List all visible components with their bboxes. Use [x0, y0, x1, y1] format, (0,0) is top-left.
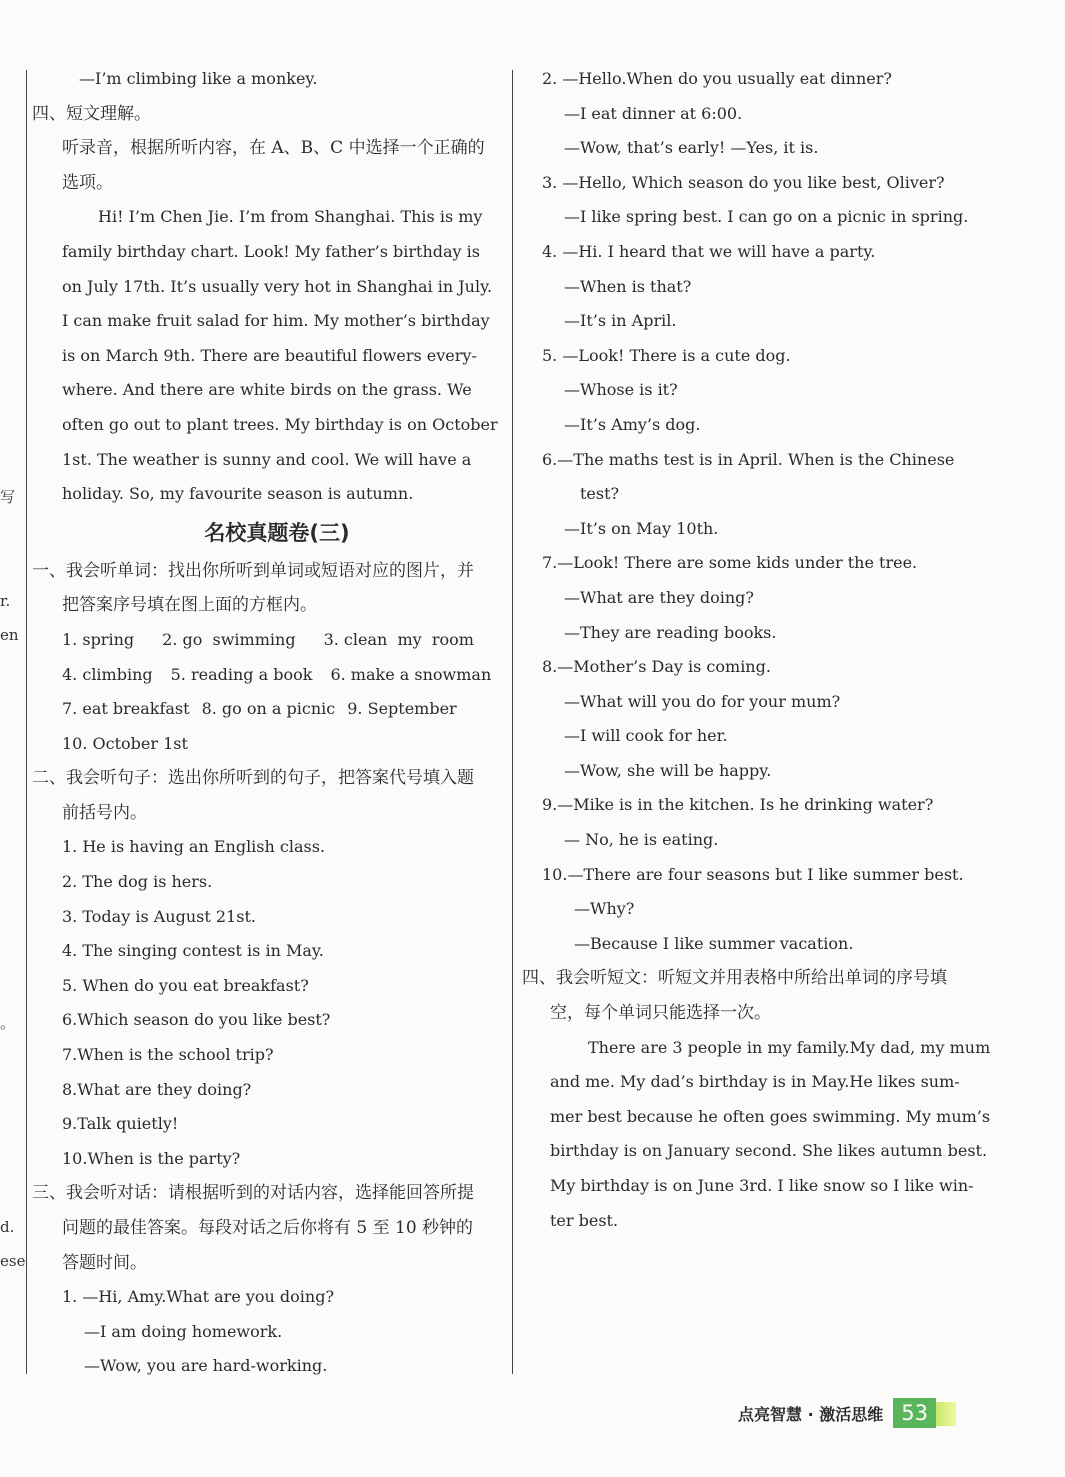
passage-line: Hi! I’m Chen Jie. I’m from Shanghai. This is my [98, 207, 483, 227]
word-item: 9. September [347, 699, 457, 719]
dialog-line: 10.—There are four seasons but I like summer best. [542, 864, 964, 884]
dialog-line: —What will you do for your mum? [564, 691, 841, 711]
dialog-line: —Wow, you are hard-working. [84, 1356, 328, 1376]
dialog-line: 7.—Look! There are some kids under the tree. [542, 553, 918, 573]
left-column [32, 62, 502, 1384]
bleed-fragment: ese [0, 1252, 26, 1270]
passage-line: I can make fruit salad for him. My mother’s birthday [62, 311, 490, 331]
word-row [32, 658, 502, 693]
word-item: 8. go on a picnic [201, 699, 336, 719]
dialog-line: —What are they doing? [564, 587, 754, 607]
passage-line: 1st. The weather is sunny and cool. We will have a [62, 449, 472, 469]
dialog-line: —I eat dinner at 6:00. [564, 103, 743, 123]
column-divider [512, 70, 513, 1374]
word-row [32, 692, 502, 727]
sentence-item: 4. The singing contest is in May. [62, 941, 324, 961]
dialog-line: —I’m climbing like a monkey. [79, 69, 318, 88]
section-heading: 四、我会听短文：听短文并用表格中所给出单词的序号填 [522, 968, 947, 989]
word-item: 2. go swimming [162, 629, 296, 649]
dialog-line: test? [580, 484, 620, 504]
section-heading: 前括号内。 [62, 802, 147, 823]
section-heading: 答题时间。 [62, 1252, 147, 1273]
dialog-line: —It’s in April. [564, 311, 677, 331]
sentence-item: 6.Which season do you like best? [62, 1010, 331, 1030]
passage-line: on July 17th. It’s usually very hot in Shanghai in July. [62, 276, 493, 296]
dialog-line: —Whose is it? [564, 380, 678, 400]
passage-line: My birthday is on June 3rd. I like snow so I like win- [550, 1176, 974, 1195]
passage-line: where. And there are white birds on the grass. We [62, 380, 472, 400]
bleed-fragment: 。 [0, 1014, 16, 1032]
bleed-fragment: r. [0, 592, 11, 610]
word-item: 3. clean my room [323, 629, 474, 649]
dialog-line: 8.—Mother’s Day is coming. [542, 657, 771, 677]
page-footer [738, 1398, 936, 1428]
passage-line: is on March 9th. There are beautiful flowers every- [62, 345, 477, 365]
bleed-fragment: 写 [0, 488, 16, 506]
sentence-item: 10.When is the party? [62, 1148, 241, 1168]
word-item: 6. make a snowman [330, 664, 492, 684]
dialog-line: 2. —Hello.When do you usually eat dinner? [542, 69, 892, 88]
dialog-line: —When is that? [564, 276, 692, 296]
right-column [522, 62, 992, 1238]
sentence-item: 5. When do you eat breakfast? [62, 975, 309, 995]
passage-line: There are 3 people in my family.My dad, my mum [588, 1037, 991, 1057]
exam-title: 名校真题卷(三) [204, 520, 350, 545]
instruction-line: 选项。 [62, 172, 113, 193]
dialog-line: —It’s Amy’s dog. [564, 414, 701, 434]
passage-line: birthday is on January second. She likes autumn best. [550, 1141, 988, 1161]
dialog-line: — No, he is eating. [564, 830, 719, 850]
word-item: 5. reading a book [170, 664, 313, 684]
bleed-fragment: en [0, 626, 19, 644]
dialog-line: —I will cook for her. [564, 726, 728, 746]
section-heading: 二、我会听句子：选出你所听到的句子，把答案代号填入题 [32, 768, 474, 789]
dialog-line: —They are reading books. [564, 622, 777, 642]
dialog-line: 3. —Hello, Which season do you like best, Oliver? [542, 172, 945, 192]
word-item: 10. October 1st [62, 733, 188, 753]
passage-line: holiday. So, my favourite season is autumn. [62, 484, 414, 504]
dialog-line: —Wow, that’s early! —Yes, it is. [564, 138, 819, 158]
section-heading: 四、短文理解。 [32, 103, 151, 124]
section-heading: 空，每个单词只能选择一次。 [550, 1003, 771, 1024]
instruction-line: 听录音，根据所听内容，在 A、B、C 中选择一个正确的 [62, 138, 485, 159]
sentence-item: 9.Talk quietly! [62, 1114, 179, 1134]
passage-line: family birthday chart. Look! My father’s birthday is [62, 241, 480, 261]
dialog-line: —I like spring best. I can go on a picnic in spring. [564, 207, 969, 227]
word-item: 7. eat breakfast [62, 699, 190, 719]
section-heading: 三、我会听对话：请根据听到的对话内容，选择能回答所提 [32, 1183, 474, 1204]
passage-line: mer best because he often goes swimming. My mum’s [550, 1106, 991, 1126]
passage-line: often go out to plant trees. My birthday is on October [62, 414, 498, 434]
dialog-line: —It’s on May 10th. [564, 518, 719, 538]
word-row [32, 623, 502, 658]
dialog-line: —Because I like summer vacation. [574, 933, 854, 953]
section-heading: 问题的最佳答案。每段对话之后你将有 5 至 10 秒钟的 [62, 1218, 474, 1238]
dialog-line: 9.—Mike is in the kitchen. Is he drinking water? [542, 795, 934, 815]
sentence-item: 2. The dog is hers. [62, 872, 213, 892]
sentence-item: 1. He is having an English class. [62, 837, 326, 857]
dialog-line: 1. —Hi, Amy.What are you doing? [62, 1287, 335, 1307]
sentence-item: 3. Today is August 21st. [62, 906, 256, 926]
sentence-item: 8.What are they doing? [62, 1079, 252, 1099]
sentence-item: 7.When is the school trip? [62, 1045, 274, 1065]
left-margin-rule [26, 70, 27, 1374]
section-heading: 一、我会听单词：找出你所听到单词或短语对应的图片，并 [32, 560, 474, 581]
passage-line: ter best. [550, 1210, 619, 1230]
dialog-line: —Wow, she will be happy. [564, 760, 772, 780]
footer-slogan: 点亮智慧 · 激活思维 [738, 1404, 884, 1424]
word-item: 1. spring [62, 629, 135, 649]
word-row [32, 727, 502, 762]
dialog-line: 4. —Hi. I heard that we will have a party. [542, 241, 876, 261]
dialog-line: 5. —Look! There is a cute dog. [542, 345, 791, 365]
section-heading: 把答案序号填在图上面的方框内。 [62, 595, 317, 616]
word-item: 4. climbing [62, 664, 153, 684]
passage-line: and me. My dad’s birthday is in May.He likes sum- [550, 1072, 960, 1092]
bleed-fragment: d. [0, 1218, 15, 1236]
page-number: 53 [893, 1398, 936, 1428]
dialog-line: —Why? [574, 899, 635, 919]
dialog-line: —I am doing homework. [84, 1321, 283, 1341]
dialog-line: 6.—The maths test is in April. When is the Chinese [542, 449, 955, 469]
